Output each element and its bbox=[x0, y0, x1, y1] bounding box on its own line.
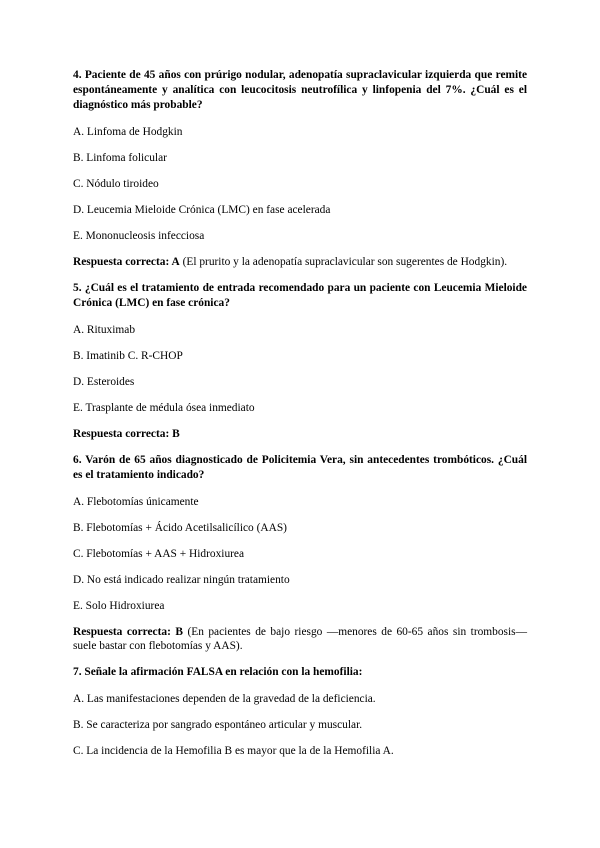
option-7c: C. La incidencia de la Hemofilia B es mayor que la de la Hemofilia A. bbox=[73, 745, 394, 757]
question-6: 6. Varón de 65 años diagnosticado de Policitemia Vera, sin antecedentes trombóticos. ¿Cuál es el tratamiento indicado? bbox=[73, 454, 527, 481]
option-6c: C. Flebotomías + AAS + Hidroxiurea bbox=[73, 548, 245, 560]
option-6e: E. Solo Hidroxiurea bbox=[73, 600, 165, 612]
option-7b: B. Se caracteriza por sangrado espontáneo articular y muscular. bbox=[73, 719, 363, 731]
document-page bbox=[73, 68, 527, 770]
option-5e: E. Trasplante de médula ósea inmediato bbox=[73, 402, 255, 414]
question-7: 7. Señale la afirmación FALSA en relación con la hemofilia: bbox=[73, 666, 363, 678]
option-4d: D. Leucemia Mieloide Crónica (LMC) en fase acelerada bbox=[73, 204, 331, 216]
option-4a: A. Linfoma de Hodgkin bbox=[73, 126, 183, 138]
option-4c: C. Nódulo tiroideo bbox=[73, 178, 159, 190]
question-5: 5. ¿Cuál es el tratamiento de entrada recomendado para un paciente con Leucemia Mieloide Crónica (LMC) en fase crónica? bbox=[73, 282, 527, 309]
answer-6-note: (En pacientes de bajo riesgo —menores de 60-65 años sin trombosis— suele bastar con flebotomías y AAS). bbox=[73, 626, 527, 652]
option-6d: D. No está indicado realizar ningún tratamiento bbox=[73, 574, 290, 586]
option-5d: D. Esteroides bbox=[73, 376, 135, 388]
answer-4 bbox=[73, 255, 527, 269]
option-7a: A. Las manifestaciones dependen de la gravedad de la deficiencia. bbox=[73, 693, 376, 705]
question-4: 4. Paciente de 45 años con prúrigo nodular, adenopatía supraclavicular izquierda que remite espontáneamente y analítica con leucocitosis neutrofílica y linfopenia del 7%. ¿Cuál es el diagnóstico más probable? bbox=[73, 69, 527, 111]
answer-5 bbox=[73, 427, 527, 441]
answer-5-label: Respuesta correcta: B bbox=[73, 428, 180, 440]
answer-6-label: Respuesta correcta: B bbox=[73, 626, 183, 638]
option-4b: B. Linfoma folicular bbox=[73, 152, 167, 164]
answer-4-note: (El prurito y la adenopatía supraclavicular son sugerentes de Hodgkin). bbox=[182, 256, 508, 268]
option-5b: B. Imatinib C. R-CHOP bbox=[73, 350, 183, 362]
answer-6 bbox=[73, 625, 527, 653]
option-4e: E. Mononucleosis infecciosa bbox=[73, 230, 205, 242]
option-5a: A. Rituximab bbox=[73, 324, 136, 336]
option-6b: B. Flebotomías + Ácido Acetilsalicílico (AAS) bbox=[73, 522, 287, 534]
option-6a: A. Flebotomías únicamente bbox=[73, 496, 199, 508]
answer-4-label: Respuesta correcta: A bbox=[73, 256, 180, 268]
